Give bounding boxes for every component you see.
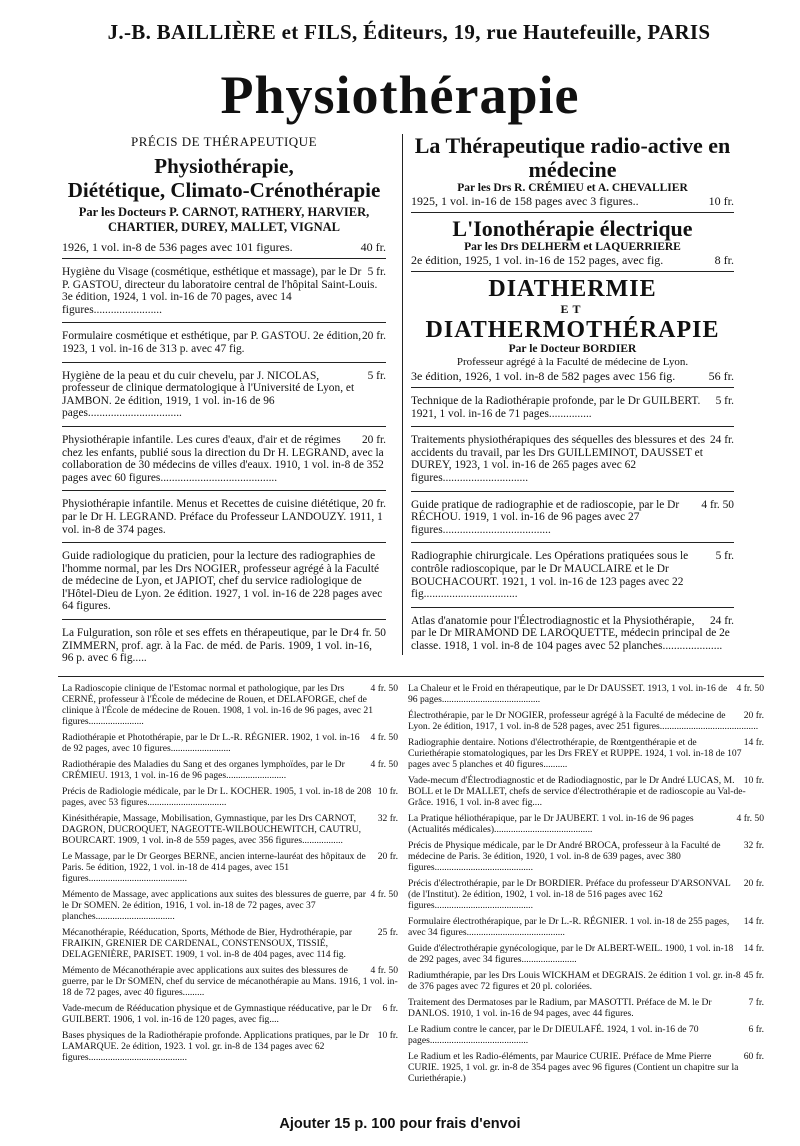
left-entry-list bbox=[62, 258, 386, 667]
entry-text: La Pratique héliothérapique, par le Dr JAUBERT. 1 vol. in-16 de 96 pages (Actualités médicales)......................................... bbox=[408, 813, 694, 835]
divider bbox=[62, 322, 386, 323]
divider bbox=[62, 490, 386, 491]
book3-price: 56 fr. bbox=[708, 369, 734, 383]
bottom-section bbox=[58, 676, 764, 1084]
entry-text: Traitements physiothérapiques des séquelles des blessures et des accidents du travail, par les Drs GUILLEMINOT, DAUSSET et DUREY, 1923, 1 vol. in-16 de 265 pages avec 62 figures.............................. bbox=[411, 434, 706, 484]
entry-price: 4 fr. 50 bbox=[701, 498, 734, 511]
entry-price: 4 fr. 50 bbox=[370, 732, 398, 743]
entry-price: 4 fr. 50 bbox=[353, 627, 386, 640]
entry-text: La Fulguration, son rôle et ses effets en thérapeutique, par le Dr ZIMMERN, prof. agr. à la Fac. de méd. de Paris. 1909, 1 vol. in-16, 96 p. avec 6 fig..... bbox=[62, 627, 373, 665]
featured-book-ionotherapie bbox=[411, 217, 734, 267]
list-item bbox=[62, 495, 386, 538]
entry-text: Précis de Radiologie médicale, par le Dr L. KOCHER. 1905, 1 vol. in-18 de 208 pages, avec 53 figures................................. bbox=[62, 786, 372, 808]
entry-text: Technique de la Radiothérapie profonde, par le Dr GUILBERT. 1921, 1 vol. in-16 de 71 pages............... bbox=[411, 395, 701, 420]
entry-text: Mémento de Mécanothérapie avec applications aux suites des blessures de guerre, par le Dr SOMEN, chef du service de mécanothérapie au Mans. 1916, 1 vol. in-18 de 72 pages, avec 40 figures......... bbox=[62, 965, 398, 998]
divider bbox=[411, 212, 734, 213]
entry-price: 20 fr. bbox=[361, 498, 386, 511]
entry-text: Traitement des Dermatoses par le Radium, par MASOTTI. Préface de M. le Dr DANLOS. 1910, 1 vol. in-16 de 94 pages, avec 44 figures. bbox=[408, 997, 712, 1019]
entry-price: 32 fr. bbox=[377, 813, 398, 824]
list-item bbox=[411, 547, 734, 602]
entry-text: Électrothérapie, par le Dr NOGIER, professeur agrégé à la Faculté de médecine de Lyon. 2e édition, 1917, 1 vol. in-8 de 528 pages, avec 251 figures......................................... bbox=[408, 710, 759, 732]
list-item bbox=[62, 624, 386, 667]
list-item bbox=[408, 773, 764, 811]
book1-title: La Thérapeutique radio-active en médecine bbox=[414, 133, 731, 182]
book1-authors: Par les Drs R. CRÉMIEU et A. CHEVALLIER bbox=[457, 182, 688, 194]
list-item bbox=[408, 995, 764, 1022]
entry-text: Formulaire cosmétique et esthétique, par P. GASTOU. 2e édition, 1923, 1 vol. in-16 de 313 p. avec 47 fig. bbox=[62, 330, 362, 355]
entry-text: Précis d'électrothérapie, par le Dr BORDIER. Préface du professeur D'ARSONVAL (de l'Institut). 2e édition, 1902, 1 vol. in-18 de 516 pages avec 162 figures......................................... bbox=[408, 878, 731, 911]
divider bbox=[62, 362, 386, 363]
list-item bbox=[408, 735, 764, 773]
page-title: Physiothérapie bbox=[220, 65, 580, 125]
entry-price: 60 fr. bbox=[743, 1051, 764, 1062]
entry-price: 24 fr. bbox=[709, 614, 734, 627]
entry-text: Radiumthérapie, par les Drs Louis WICKHAM et DEGRAIS. 2e édition 1 vol. gr. in-8 de 376 pages avec 72 figures et 20 pl. coloriées. bbox=[408, 970, 741, 992]
list-item bbox=[62, 757, 398, 784]
divider bbox=[411, 387, 734, 388]
list-item bbox=[408, 1049, 764, 1087]
book3-pub-text: 3e édition, 1926, 1 vol. in-8 de 582 pages avec 156 fig. bbox=[411, 369, 676, 383]
divider bbox=[62, 258, 386, 259]
entry-text: Radiographie chirurgicale. Les Opérations pratiquées sous le contrôle radioscopique, par le Dr MAUCLAIRE et le Dr BOUCHACOURT. 1921, 1 vol. in-16 de 123 pages avec 22 fig................................. bbox=[411, 550, 689, 601]
entry-text: Vade-mecum de Rééducation physique et de Gymnastique rééducative, par le Dr GUILBERT. 1906, 1 vol. in-16 de 120 pages, avec fig.... bbox=[62, 1003, 372, 1025]
left-column bbox=[62, 134, 386, 667]
list-item bbox=[62, 887, 398, 925]
publisher-header: J.-B. BAILLIÈRE et FILS, Éditeurs, 19, rue Hautefeuille, PARIS bbox=[107, 20, 711, 44]
list-item bbox=[408, 708, 764, 735]
entry-price: 14 fr. bbox=[743, 916, 764, 927]
list-item bbox=[408, 838, 764, 876]
entry-price: 20 fr. bbox=[361, 330, 386, 343]
entry-text: Vade-mecum d'Électrodiagnostic et de Radiodiagnostic, par le Dr André LUCAS, M. BOLL et le Dr MALLET, chefs de service d'électrothérapie et de radioscopie au Val-de-Grâce. 1916, 1 vol. in-8 avec fig.... bbox=[408, 775, 746, 808]
entry-price: 4 fr. 50 bbox=[370, 683, 398, 694]
entry-price: 6 fr. bbox=[382, 1003, 398, 1014]
book3-role: Professeur agrégé à la Faculté de médecine de Lyon. bbox=[456, 356, 689, 368]
list-item bbox=[62, 811, 398, 849]
entry-text: Bases physiques de la Radiothérapie profonde. Applications pratiques, par le Dr LAMARQUE. 2e édition, 1923. 1 vol. gr. in-8 de 134 pages avec 62 figures......................................... bbox=[62, 1030, 369, 1063]
entry-price: 45 fr. bbox=[743, 970, 764, 981]
entry-text: Formulaire électrothérapique, par le Dr L.-R. RÉGNIER. 1 vol. in-18 de 255 pages, avec 34 figures......................................... bbox=[408, 916, 730, 938]
book1-price: 10 fr. bbox=[708, 194, 734, 208]
entry-price: 4 fr. 50 bbox=[370, 889, 398, 900]
list-item bbox=[408, 941, 764, 968]
list-item bbox=[411, 612, 734, 655]
list-item bbox=[408, 968, 764, 995]
list-item bbox=[62, 367, 386, 422]
entry-price: 5 fr. bbox=[367, 369, 386, 382]
list-item bbox=[62, 784, 398, 811]
featured-book-diathermie bbox=[411, 276, 734, 383]
list-item bbox=[408, 681, 764, 708]
entry-price: 4 fr. 50 bbox=[736, 813, 764, 824]
list-item bbox=[408, 914, 764, 941]
book1-pub-text: 1925, 1 vol. in-16 de 158 pages avec 3 figures.. bbox=[411, 194, 639, 208]
book2-price: 8 fr. bbox=[714, 253, 734, 267]
entry-text: Physiothérapie infantile. Les cures d'eaux, d'air et de régimes chez les enfants, publié sous la direction du Dr H. LEGRAND, avec la collaboration de 30 médecins de villes d'eaux. 1910, 1 vol. in-8 de 352 pages avec 60 figures......................................... bbox=[62, 433, 384, 484]
entry-price: 10 fr. bbox=[377, 1030, 398, 1041]
featured-book-radioactive bbox=[411, 134, 734, 208]
entry-price: 20 fr. bbox=[743, 878, 764, 889]
list-item bbox=[62, 263, 386, 318]
entry-price: 4 fr. 50 bbox=[370, 759, 398, 770]
divider bbox=[411, 491, 734, 492]
featured-publication bbox=[62, 240, 386, 254]
featured-book-left bbox=[62, 134, 386, 254]
entry-text: Le Massage, par le Dr Georges BERNE, ancien interne-lauréat des hôpitaux de Paris. 5e édition, 1922, 1 vol. in-18 de 414 pages, avec 151 figures......................................... bbox=[62, 851, 366, 884]
list-item bbox=[62, 849, 398, 887]
entry-text: Mécanothérapie, Rééducation, Sports, Méthode de Bier, Hydrothérapie, par FRAIKIN, GRENIER DE CARDENAL, CONSTENSOUX, TISSIÉ, DELAGENIÈRE, PARISET. 1909, 1 vol. in-8 de 404 pages, avec 114 fig. bbox=[62, 927, 352, 960]
entry-text: Précis de Physique médicale, par le Dr André BROCA, professeur à la Faculté de médecine de Paris. 3e édition, 1920, 1 vol. in-8 de 639 pages, avec 380 figures......................................... bbox=[408, 840, 721, 873]
entry-price: 7 fr. bbox=[748, 997, 764, 1008]
entry-price: 14 fr. bbox=[743, 943, 764, 954]
featured-authors: Par les Docteurs P. CARNOT, RATHERY, HARVIER, CHARTIER, DUREY, MALLET, VIGNAL bbox=[78, 205, 370, 234]
list-item bbox=[411, 431, 734, 486]
book3-title-line1: DIATHERMIE bbox=[488, 276, 657, 302]
featured-pub-text: 1926, 1 vol. in-8 de 536 pages avec 101 figures. bbox=[62, 240, 293, 254]
entry-price: 20 fr. bbox=[377, 851, 398, 862]
entry-price: 5 fr. bbox=[367, 266, 386, 278]
featured-price: 40 fr. bbox=[360, 240, 386, 254]
entry-text: Hygiène de la peau et du cuir chevelu, par J. NICOLAS, professeur de clinique dermatologique à l'Université de Lyon, et JAMBON. 2e édition, 1919, 1 vol. in-16 de 96 pages................................. bbox=[62, 369, 355, 420]
entry-price: 5 fr. bbox=[715, 395, 734, 407]
book2-pub-text: 2e édition, 1925, 1 vol. in-16 de 152 pages, avec fig. bbox=[411, 253, 664, 267]
entry-price: 20 fr. bbox=[743, 710, 764, 721]
entry-price: 10 fr. bbox=[377, 786, 398, 797]
entry-price: 20 fr. bbox=[361, 433, 386, 446]
divider bbox=[62, 542, 386, 543]
bottom-right-list bbox=[408, 681, 764, 1087]
list-item bbox=[62, 681, 398, 730]
entry-text: Guide d'électrothérapie gynécologique, par le Dr ALBERT-WEIL. 1900, 1 vol. in-18 de 292 pages, avec 34 figures....................... bbox=[408, 943, 734, 965]
divider bbox=[411, 271, 734, 272]
entry-text: Radiothérapie et Photothérapie, par le Dr L.-R. RÉGNIER. 1902, 1 vol. in-16 de 92 pages, avec 10 figures......................... bbox=[62, 732, 360, 754]
book3-publication bbox=[411, 369, 734, 383]
book3-title-line2: DIATHERMOTHÉRAPIE bbox=[425, 317, 720, 343]
book3-authors: Par le Docteur BORDIER bbox=[508, 343, 637, 355]
book1-publication bbox=[411, 194, 734, 208]
entry-price: 4 fr. 50 bbox=[736, 683, 764, 694]
list-item bbox=[408, 876, 764, 914]
divider bbox=[62, 619, 386, 620]
book2-authors: Par les Drs DELHERM et LAQUERRIERE bbox=[464, 241, 681, 253]
bottom-left-list bbox=[62, 681, 398, 1066]
divider bbox=[411, 607, 734, 608]
list-item bbox=[62, 1028, 398, 1066]
list-item bbox=[411, 392, 734, 422]
book3-et: ET bbox=[560, 302, 585, 316]
entry-text: La Chaleur et le Froid en thérapeutique, par le Dr DAUSSET. 1913, 1 vol. in-16 de 96 pages......................................... bbox=[408, 683, 728, 705]
entry-price: 6 fr. bbox=[748, 1024, 764, 1035]
entry-text: Le Radium et les Radio-éléments, par Maurice CURIE. Préface de Mme Pierre CURIE. 1925, 1 vol. gr. in-8 de 354 pages avec 96 figures (Contient un chapitre sur la Curiethérapie.) bbox=[408, 1051, 739, 1084]
list-item bbox=[62, 925, 398, 963]
entry-text: La Radioscopie clinique de l'Estomac normal et pathologique, par les Drs CERNÉ, professeur à l'École de médecine de Rouen, et DELAFORGE, chef de clinique à l'École de médecine de Rouen. 1908, 1 vol. in-16 de 96 pages, avec 21 figures....................... bbox=[62, 683, 374, 727]
entry-price: 4 fr. 50 bbox=[370, 965, 398, 976]
list-item bbox=[62, 431, 386, 486]
list-item bbox=[411, 496, 734, 539]
entry-price: 24 fr. bbox=[709, 434, 734, 447]
shipping-note: Ajouter 15 p. 100 pour frais d'envoi bbox=[279, 1116, 521, 1132]
entry-price: 14 fr. bbox=[743, 737, 764, 748]
entry-price: 32 fr. bbox=[743, 840, 764, 851]
list-item bbox=[62, 547, 386, 615]
series-label: PRÉCIS DE THÉRAPEUTIQUE bbox=[130, 134, 318, 149]
entry-price: 5 fr. bbox=[715, 550, 734, 563]
list-item bbox=[62, 730, 398, 757]
list-item bbox=[62, 963, 398, 1001]
entry-price: 25 fr. bbox=[377, 927, 398, 938]
divider bbox=[62, 426, 386, 427]
entry-text: Guide radiologique du praticien, pour la lecture des radiographies de l'homme normal, par les Drs NOGIER, professeur agrégé à la Faculté de médecine de Lyon, et JAPIOT, chef du service radiologique de l'Hôtel-Dieu de Lyon. 2e édition. 1927, 1 vol. in-16 de 228 pages avec 64 figures. bbox=[62, 550, 383, 613]
entry-text: Radiothérapie des Maladies du Sang et des organes lymphoïdes, par le Dr CRÉMIEU. 1913, 1 vol. in-16 de 96 pages......................... bbox=[62, 759, 345, 781]
entry-text: Physiothérapie infantile. Menus et Recettes de cuisine diététique, par le Dr H. LEGRAND. Préface du Professeur LANDOUZY. 1911, 1 vol. in-8 de 374 pages. bbox=[62, 498, 383, 536]
divider bbox=[411, 426, 734, 427]
book2-title: L'Ionothérapie électrique bbox=[452, 216, 693, 241]
entry-text: Mémento de Massage, avec applications aux suites des blessures de guerre, par le Dr SOMEN. 2e édition, 1916, 1 vol. in-18 de 72 pages, avec 37 planches................................. bbox=[62, 889, 366, 922]
featured-title-line1: Physiothérapie, bbox=[154, 154, 294, 178]
divider bbox=[411, 542, 734, 543]
featured-title-line2: Diététique, Climato-Crénothérapie bbox=[67, 178, 381, 202]
list-item bbox=[62, 1001, 398, 1028]
entry-price: 10 fr. bbox=[743, 775, 764, 786]
list-item bbox=[408, 1022, 764, 1049]
book2-publication bbox=[411, 253, 734, 267]
entry-text: Hygiène du Visage (cosmétique, esthétique et massage), par le Dr P. GASTOU, directeur du laboratoire central de l'hôpital Saint-Louis. 3e édition, 1924, 1 vol. in-16 de 70 pages, avec 14 figures........................ bbox=[62, 266, 378, 316]
right-column bbox=[402, 134, 734, 655]
list-item bbox=[408, 811, 764, 838]
list-item bbox=[62, 327, 386, 357]
entry-text: Radiographie dentaire. Notions d'électrothérapie, de Rœntgenthérapie et de Curiethérapie stomatologiques, par les Drs FREY et RUPPE. 1924, 1 vol. in-18 de 107 pages avec 5 planches et 40 figures.......... bbox=[408, 737, 742, 770]
entry-text: Atlas d'anatomie pour l'Électrodiagnostic et la Physiothérapie, par le Dr MIRAMOND DE LAROQUETTE, médecin principal de 2e classe. 1918, 1 vol. in-8 de 104 pages avec 52 planches..................... bbox=[411, 614, 730, 652]
entry-text: Kinésithérapie, Massage, Mobilisation, Gymnastique, par les Drs CARNOT, DAGRON, DUCROQUET, NAGEOTTE-WILBOUCHEWITCH, CAUTRU, BOURCART. 1909, 1 vol. in-8 de 559 pages, avec 356 figures................. bbox=[62, 813, 362, 846]
right-entry-list bbox=[411, 387, 734, 655]
entry-text: Le Radium contre le cancer, par le Dr DIEULAFÉ. 1924, 1 vol. in-16 de 70 pages......................................... bbox=[408, 1024, 699, 1046]
entry-text: Guide pratique de radiographie et de radioscopie, par le Dr RÉCHOU. 1919, 1 vol. in-16 de 96 pages avec 27 figures...................................... bbox=[411, 498, 680, 536]
